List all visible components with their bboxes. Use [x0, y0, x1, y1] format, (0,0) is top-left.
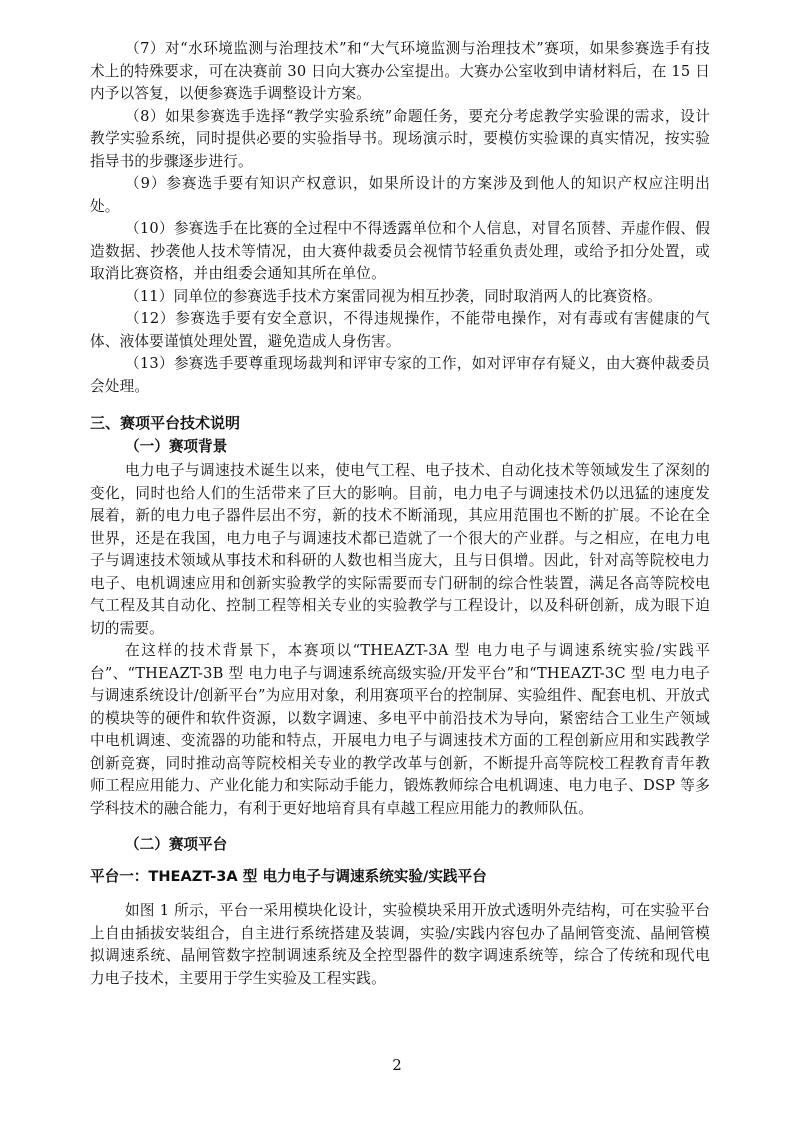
- rule-item-9: （9）参赛选手要有知识产权意识，如果所设计的方案涉及到他人的知识产权应注明出处。: [90, 175, 710, 215]
- page-number: 2: [392, 1056, 402, 1074]
- rule-item-8: （8）如果参赛选手选择“教学实验系统”命题任务，要充分考虑教学实验课的需求，设计教学实验系统，同时提供必要的实验指导书。现场演示时，要模仿实验课的真实情况，按实验指导书的步骤逐步进行。: [90, 107, 710, 170]
- rule-item-13: （13）参赛选手要尊重现场裁判和评审专家的工作，如对评审存有疑义，由大赛仲裁委员会处理。: [90, 355, 710, 395]
- document-body: [90, 38, 710, 990]
- section-heading: 三、赛项平台技术说明: [90, 414, 241, 432]
- rule-item-12: （12）参赛选手要有安全意识，不得违规操作，不能带电操作，对有毒或有害健康的气体、液体要谨慎处理处置，避免造成人身伤害。: [90, 310, 710, 350]
- platform1-heading: 平台一：THEAZT-3A 型 电力电子与调速系统实验/实践平台: [90, 868, 487, 885]
- background-paragraph-1: 电力电子与调速技术诞生以来，使电气工程、电子技术、自动化技术等领域发生了深刻的变化，同时也给人们的生活带来了巨大的影响。目前，电力电子与调速技术仍以迅猛的速度发展着，新的电力电子器件层出不穷，新的技术不断涌现，其应用范围也不断的扩展。不论在全世界，还是在我国，电力电子与调速技术都已造就了一个很大的产业群。与之相应，在电力电子与调速技术领域从事技术和科研的人数也相当庞大，且与日俱增。因此，针对高等院校电力电子、电机调速应用和创新实验教学的实际需要而专门研制的综合性装置，满足各高等院校电气工程及其自动化、控制工程等相关专业的实验教学与工程设计，以及科研创新，成为眼下迫切的需要。: [90, 462, 710, 637]
- platform1-paragraph: 如图 1 所示，平台一采用模块化设计，实验模块采用开放式透明外壳结构，可在实验平台上自由插拔安装组合，自主进行系统搭建及装调，实验/实践内容包办了晶闸管变流、晶闸管模拟调速系统、晶闸管数字控制调速系统及全控型器件的数字调速系统等，综合了传统和现代电力电子技术，主要用于学生实验及工程实践。: [90, 902, 710, 987]
- rule-item-11: （11）同单位的参赛选手技术方案雷同视为相互抄袭，同时取消两人的比赛资格。: [125, 287, 662, 305]
- background-heading: （一）赛项背景: [125, 438, 228, 455]
- platform-heading: （二）赛项平台: [125, 836, 228, 853]
- background-paragraph-2: 在这样的技术背景下，本赛项以“THEAZT-3A 型 电力电子与调速系统实验/实践平台”、“THEAZT-3B 型 电力电子与调速系统高级实验/开发平台”和“THEAZT-3C 型 电力电子与调速系统设计/创新平台”为应用对象，利用赛项平台的控制屏、实验组件、配套电机、开放式的模块等的硬件和软件资源，以数字调速、多电平中前沿技术为导向，紧密结合工业生产领域中电机调速、变流器的功能和特点，开展电力电子与调速技术方面的工程创新应用和实践教学创新竞赛，同时推动高等院校相关专业的教学改革与创新，不断提升高等院校工程教育青年教师工程应用能力、产业化能力和实际动手能力，锻炼教师综合电机调速、电力电子、DSP 等多学科技术的融合能力，有利于更好地培育具有卓越工程应用能力的教师队伍。: [90, 642, 710, 817]
- rule-item-10: （10）参赛选手在比赛的全过程中不得透露单位和个人信息，对冒名顶替、弄虚作假、假造数据、抄袭他人技术等情况，由大赛仲裁委员会视情节轻重负责处理，或给予扣分处置，或取消比赛资格，并由组委会通知其所在单位。: [90, 220, 710, 282]
- rule-item-7: （7）对“水环境监测与治理技术”和“大气环境监测与治理技术”赛项，如果参赛选手有技术上的特殊要求，可在决赛前 30 日向大赛办公室提出。大赛办公室收到申请材料后，在 15 日内予以答复，以便参赛选手调整设计方案。: [90, 40, 710, 102]
